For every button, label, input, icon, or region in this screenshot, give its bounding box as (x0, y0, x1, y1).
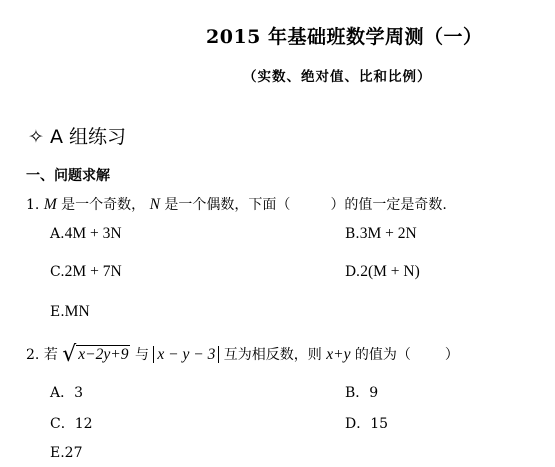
question-text: 的值为（ (354, 347, 411, 363)
question-text: 与 (134, 347, 149, 363)
question-text: ） (444, 347, 459, 363)
option-expr: 4M + 3N (64, 225, 122, 242)
q1-option-c: C.2M + 7N (50, 263, 122, 280)
q1-option-a: A.4M + 3N (50, 225, 122, 242)
page-title: 2015 年基础班数学周测（一） (206, 26, 483, 48)
q2-option-a: A．3 (50, 385, 84, 401)
page-subtitle: （实数、绝对值、比和比例） (243, 69, 432, 85)
part-heading: 一、问题求解 (26, 168, 110, 184)
q1-option-e: E.MN (50, 303, 90, 320)
option-value: 12 (74, 416, 93, 432)
q2-option-b: B．9 (345, 385, 379, 401)
question-1 (26, 194, 447, 214)
option-value: 15 (370, 416, 389, 432)
question-number: 2. (26, 347, 40, 363)
variable-m: M (43, 196, 57, 213)
question-text: 互为相反数，则 (223, 347, 322, 363)
question-number: 1. (26, 197, 40, 213)
four-pointed-star-icon: ✧ (28, 126, 44, 148)
section-label: A 组练习 (49, 126, 127, 148)
question-text: 是一个奇数， (56, 197, 146, 213)
question-text: 是一个偶数，下面（ (159, 197, 291, 213)
question-text: ）的值一定是奇数. (330, 197, 447, 213)
absolute-value: x − y − 3 (153, 346, 219, 363)
sum-expr: x+y (326, 346, 351, 363)
radicand: x−2y+9 (78, 346, 129, 363)
option-expr: MN (64, 303, 90, 320)
variable-n: N (149, 196, 160, 213)
question-text: 若 (43, 347, 58, 363)
square-root (62, 340, 130, 365)
option-value: 27 (64, 445, 83, 461)
option-value: 9 (369, 385, 379, 401)
option-expr: 3M + 2N (359, 225, 417, 242)
q2-option-c: C．12 (50, 416, 93, 432)
q1-option-b: B.3M + 2N (345, 225, 417, 242)
question-2 (26, 340, 459, 365)
radical-sign-icon: √ (62, 342, 77, 367)
option-expr: 2(M + N) (360, 263, 420, 280)
q2-option-e: E.27 (50, 445, 83, 461)
section-heading (28, 122, 126, 149)
option-expr: 2M + 7N (64, 263, 122, 280)
q2-option-d: D．15 (345, 416, 389, 432)
q1-option-d: D.2(M + N) (345, 263, 420, 280)
option-value: 3 (74, 385, 84, 401)
